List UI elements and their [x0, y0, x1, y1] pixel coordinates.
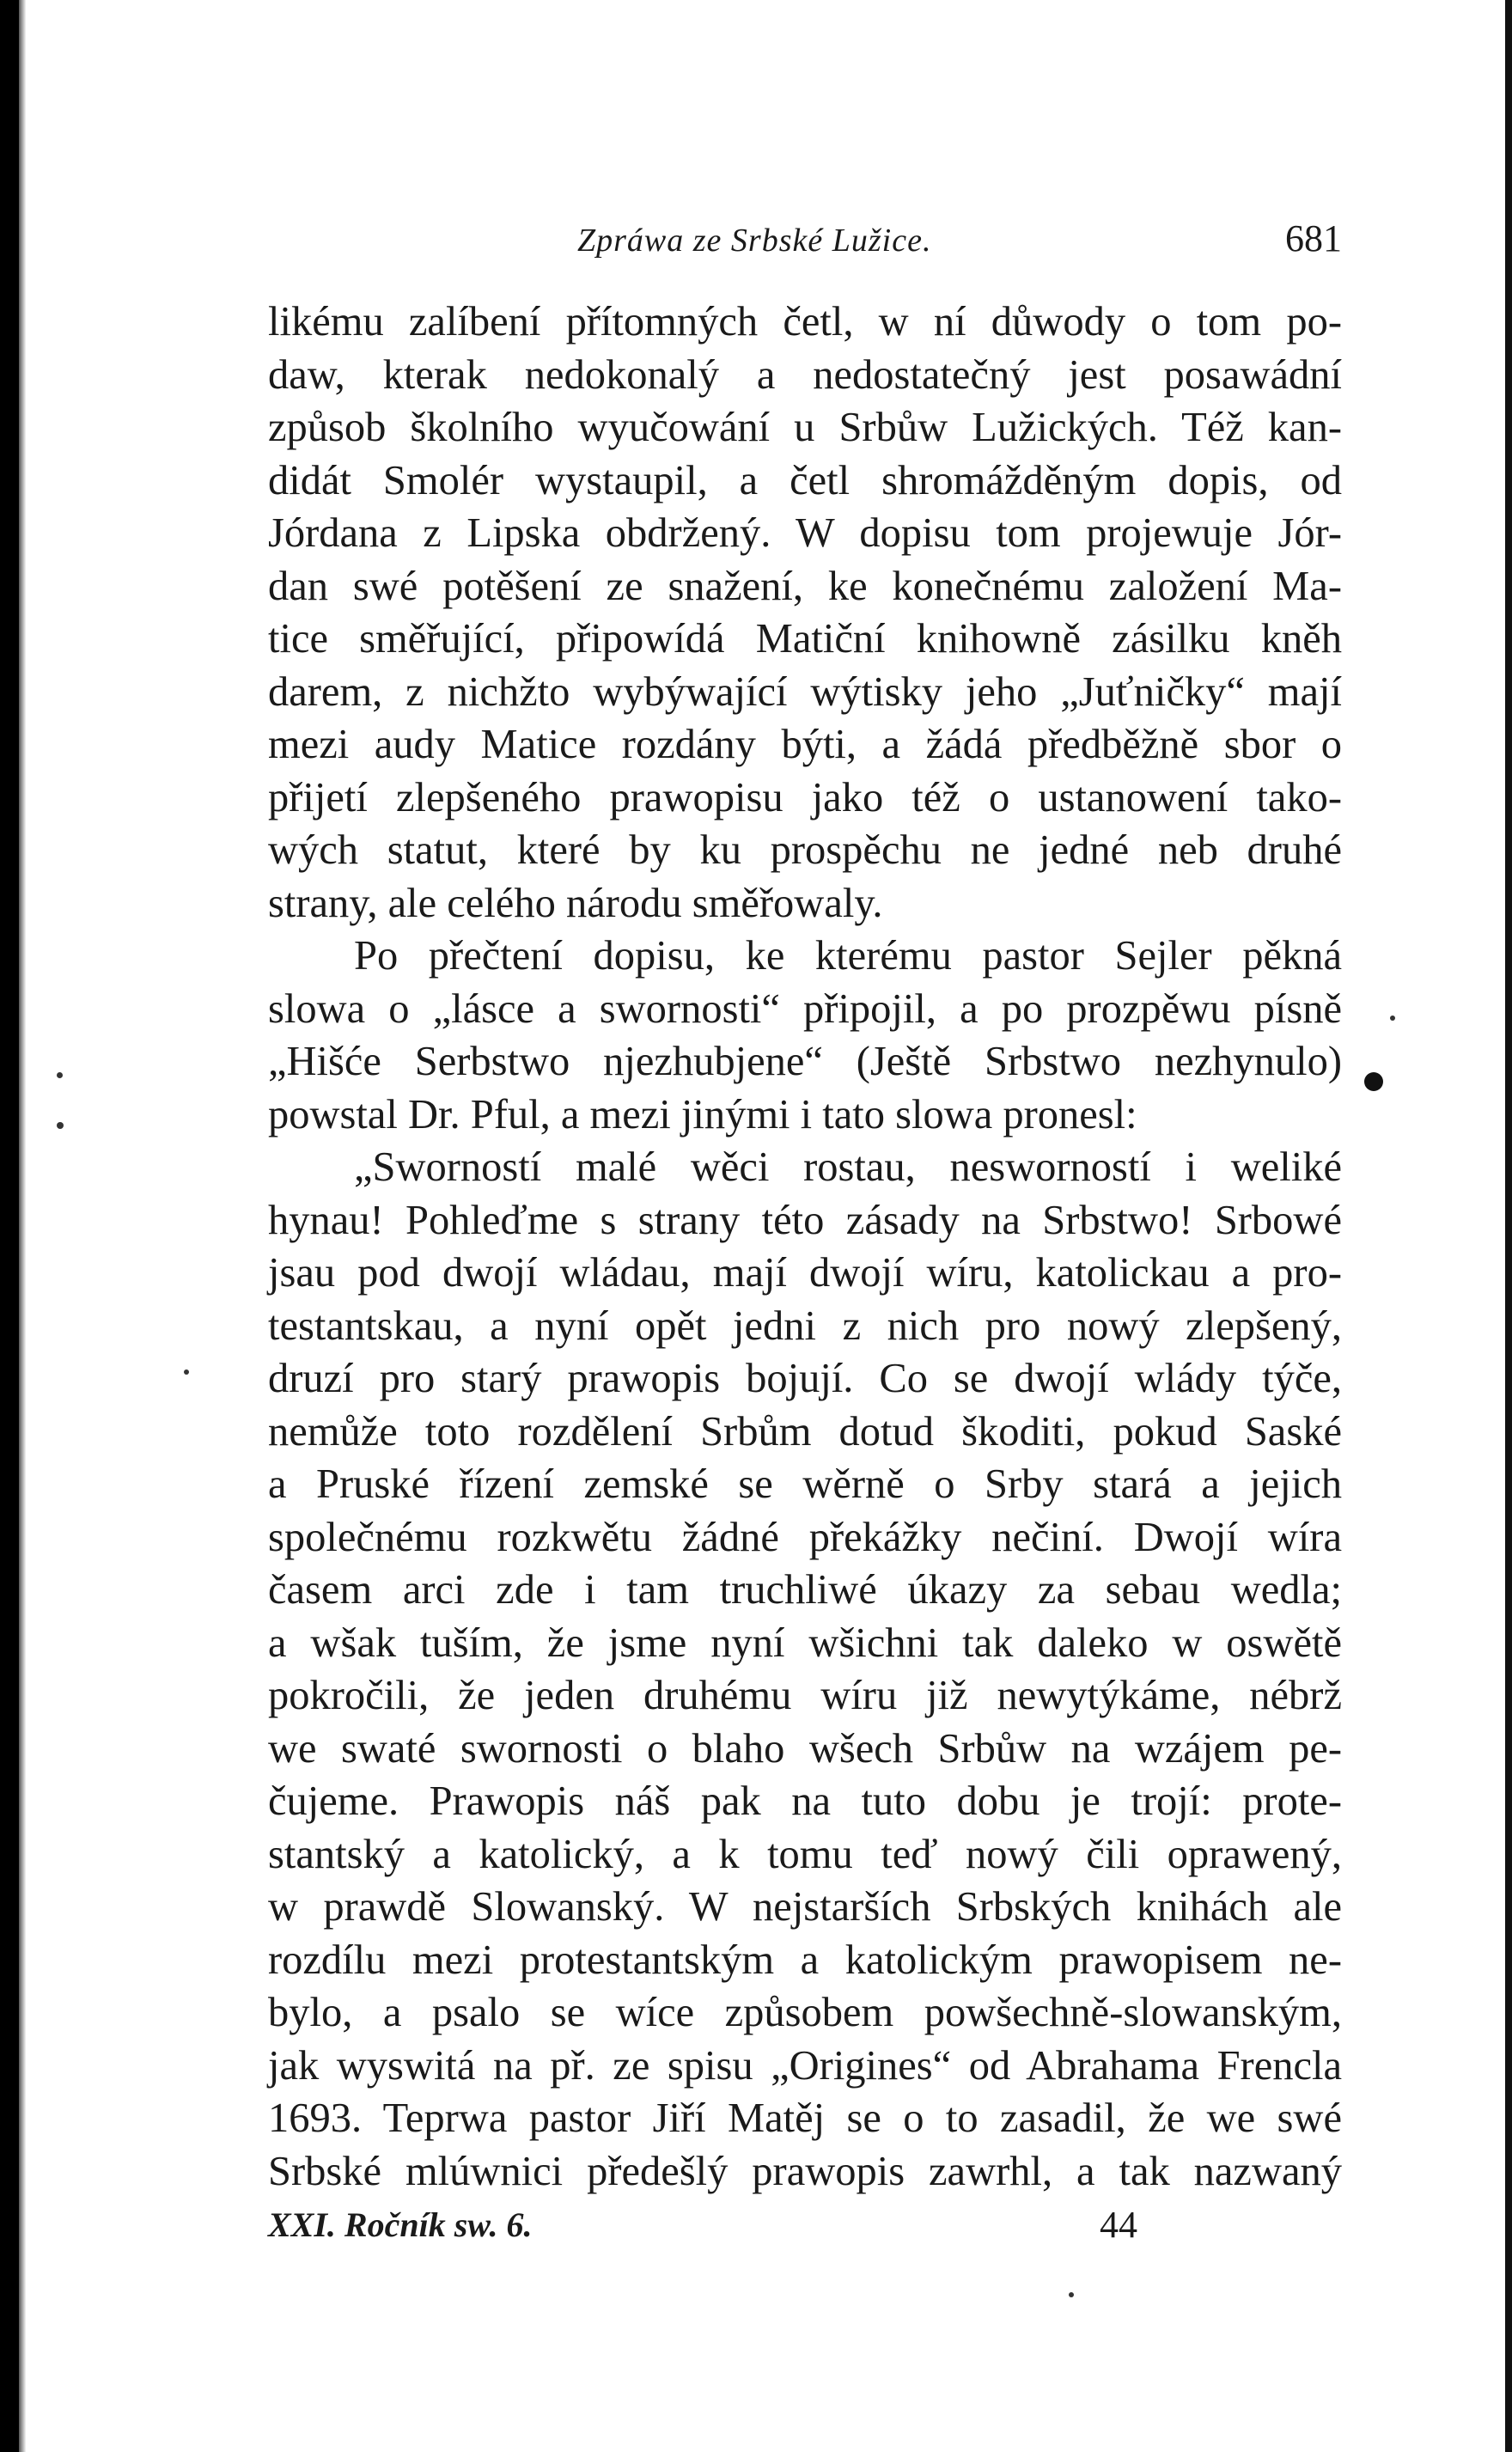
text-line: Srbské mlúwnici předešlý prawopis zawrhl, a tak nazwaný [268, 2148, 1342, 2194]
text-line: druzí pro starý prawopis bojují. Co se dwojí wlády týče, [268, 1356, 1342, 1401]
scan-speck [57, 1122, 64, 1129]
scan-speck [1069, 2292, 1074, 2297]
text-line: 1693. Teprwa pastor Jiří Matěj se o to zasadil, že we swé [268, 2095, 1342, 2141]
scan-speck [184, 1369, 189, 1375]
scan-speck [57, 1072, 63, 1078]
page-edge [1505, 0, 1512, 2452]
text-line: stantský a katolický, a k tomu teď nowý čili oprawený, [268, 1831, 1342, 1877]
page-gutter [19, 0, 26, 2452]
text-line: čujeme. Prawopis náš pak na tuto dobu je trojí: prote- [268, 1778, 1342, 1824]
text-line: tice směřující, připowídá Matiční knihowně zásilku kněh [268, 616, 1342, 662]
text-line: powstal Dr. Pful, a mezi jinými i tato slowa pronesl: [268, 1091, 1137, 1138]
text-line: we swaté swornosti o blaho wšech Srbůw na wzájem pe- [268, 1725, 1342, 1772]
book-spine-shadow [0, 0, 19, 2452]
text-line: wých statut, které by ku prospěchu ne jedné neb druhé [268, 827, 1342, 873]
page-footer [268, 2205, 1342, 2256]
text-line: slowa o „lásce a swornosti“ připojil, a po prozpěwu písně [268, 985, 1342, 1032]
text-line: w prawdě Slowanský. W nejstarších Srbských knihách ale [268, 1884, 1342, 1930]
running-title: Zpráwa ze Srbské Lužice. [577, 223, 932, 259]
text-line: strany, ale celého národu směřowaly. [268, 880, 883, 926]
text-line: rozdílu mezi protestantským a katolickým prawopisem ne- [268, 1937, 1342, 1983]
scan-speck [1364, 1072, 1383, 1091]
body-text [268, 296, 1342, 2198]
book-page [268, 206, 1342, 2256]
text-line: jsau pod dwojí wládau, mají dwojí wíru, katolickau a pro- [268, 1250, 1342, 1296]
text-line: likému zalíbení přítomných četl, w ní důwody o tom po- [268, 299, 1342, 345]
text-line: daw, kterak nedokonalý a nedostatečný jest posawádní [268, 351, 1342, 398]
page-header [268, 206, 1342, 275]
text-line: dan swé potěšení ze snažení, ke konečnému založení Ma- [268, 563, 1342, 609]
text-line: bylo, a psalo se wíce způsobem powšechně-slowanským, [268, 1990, 1342, 2035]
text-line: testantskau, a nyní opět jedni z nich pro nowý zlepšený, [268, 1302, 1342, 1349]
text-line: didát Smolér wystaupil, a četl shromážděným dopis, od [268, 457, 1342, 503]
text-line: mezi audy Matice rozdány býti, a žádá předběžně sbor o [268, 722, 1342, 767]
text-line: darem, z nichžto wybýwající wýtisky jeho „Juťničky“ mají [268, 668, 1342, 715]
printer-signature: XXI. Ročník sw. 6. [268, 2205, 533, 2244]
text-line: pokročili, že jeden druhému wíru již newytýkáme, nébrž [268, 1673, 1342, 1718]
text-line: přijetí zlepšeného prawopisu jako též o ustanowení tako- [268, 774, 1342, 820]
text-line: „Hišće Serbstwo njezhubjene“ (Ještě Srbstwo nezhynulo) [268, 1039, 1342, 1084]
text-line: Jórdana z Lipska obdržený. W dopisu tom projewuje Jór- [268, 510, 1342, 556]
text-line: nemůže toto rozdělení Srbům dotud škoditi, pokud Saské [268, 1408, 1342, 1455]
page-number: 681 [1285, 217, 1342, 259]
text-line: jak wyswitá na př. ze spisu „Origines“ od Abrahama Frencla [268, 2042, 1342, 2089]
text-line: „Sworností malé wěci rostau, nesworností i weliké [354, 1144, 1342, 1190]
sheet-number: 44 [1100, 2204, 1137, 2246]
text-line: hynau! Pohleďme s strany této zásady na Srbstwo! Srbowé [268, 1197, 1342, 1243]
text-line: a wšak tuším, že jsme nyní wšichni tak daleko w oswětě [268, 1619, 1342, 1666]
text-line: společnému rozkwětu žádné překážky nečiní. Dwojí wíra [268, 1514, 1342, 1560]
text-line: Po přečtení dopisu, ke kterému pastor Sejler pěkná [354, 933, 1342, 979]
text-line: časem arci zde i tam truchliwé úkazy za sebau wedla; [268, 1567, 1342, 1613]
text-line: a Pruské řízení zemské se wěrně o Srby stará a jejich [268, 1461, 1342, 1507]
scan-speck [1390, 1016, 1395, 1021]
text-line: způsob školního wyučowání u Srbůw Lužických. Též kan- [268, 405, 1342, 450]
